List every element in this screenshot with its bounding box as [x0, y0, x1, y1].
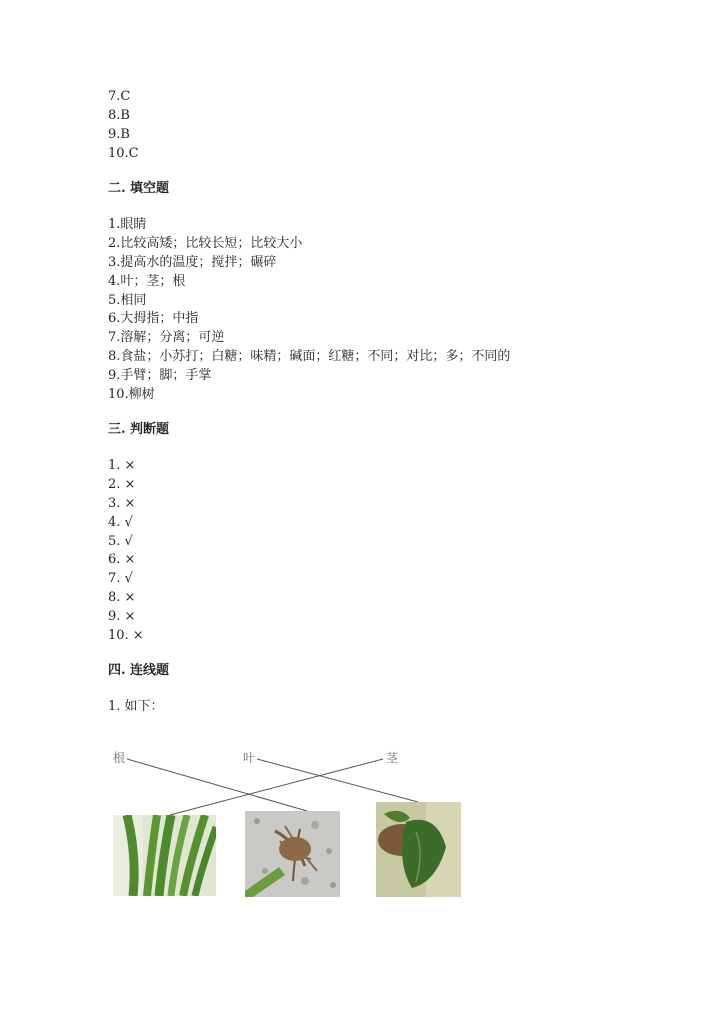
- label-stem: 茎: [386, 751, 399, 765]
- answer-line: 2. ×: [108, 477, 136, 492]
- answer-line: 7.C: [108, 89, 131, 104]
- leaf-photo: [376, 802, 461, 897]
- label-leaf: 叶: [243, 751, 256, 765]
- line-leaf-to-photo3: [257, 759, 418, 802]
- answer-line: 10.柳树: [108, 387, 155, 402]
- section-title-fill-blank: 二. 填空题: [108, 181, 170, 196]
- answer-line: 10.C: [108, 146, 139, 161]
- answer-line: 7. √: [108, 571, 133, 586]
- question-line: 1. 如下：: [108, 699, 164, 714]
- answer-line: 9. ×: [108, 609, 136, 624]
- answer-line: 4.叶；茎；根: [108, 274, 186, 289]
- answer-line: 8.B: [108, 108, 130, 123]
- answer-line: 4. √: [108, 515, 133, 530]
- stem-photo: [113, 815, 216, 896]
- section-title-matching: 四. 连线题: [108, 663, 170, 678]
- answer-line: 5. √: [108, 534, 133, 549]
- answer-line: 10. ×: [108, 628, 144, 643]
- line-root-to-photo2: [127, 759, 307, 811]
- line-stem-to-photo1: [170, 759, 383, 815]
- answer-line: 8. ×: [108, 590, 136, 605]
- answer-line: 6. ×: [108, 552, 136, 567]
- answer-line: 5.相同: [108, 293, 147, 308]
- answer-line: 7.溶解；分离；可逆: [108, 330, 225, 345]
- label-root: 根: [113, 751, 126, 765]
- answer-line: 9.B: [108, 127, 130, 142]
- answer-line: 1.眼睛: [108, 217, 147, 232]
- answer-line: 9.手臂；脚；手掌: [108, 368, 212, 383]
- section-title-true-false: 三. 判断题: [108, 422, 170, 437]
- answer-line: 2.比较高矮；比较长短；比较大小: [108, 236, 303, 251]
- answer-line: 1. ×: [108, 458, 136, 473]
- answer-line: 6.大拇指；中指: [108, 311, 199, 326]
- answer-line: 3.提高水的温度；搅拌；碾碎: [108, 255, 277, 270]
- answer-line: 8.食盐；小苏打；白糖；味精；碱面；红糖；不同；对比；多；不同的: [108, 349, 511, 364]
- root-photo: [245, 811, 340, 897]
- answer-line: 3. ×: [108, 496, 136, 511]
